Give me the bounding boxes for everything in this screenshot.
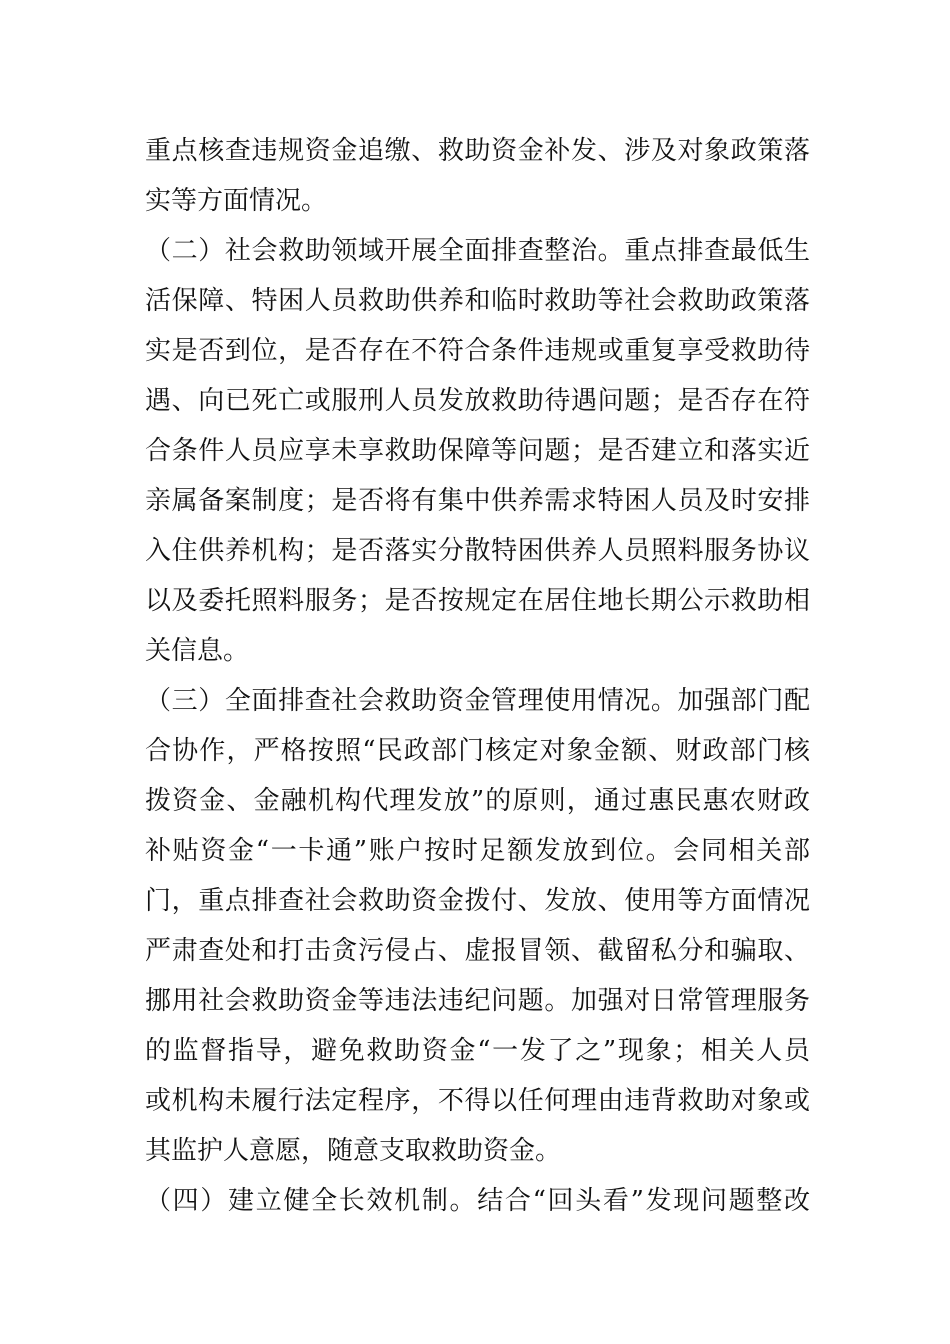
text-line-11: 关信息。: [145, 636, 250, 666]
text-line-1: 重点核查违规资金追缴、救助资金补发、涉及对象政策落: [145, 136, 810, 166]
text-line-10: 以及委托照料服务；是否按规定在居住地长期公示救助相: [145, 586, 810, 616]
text-line-15: 补贴资金“一卡通”账户按时足额发放到位。会同相关部: [145, 836, 810, 866]
text-line-16: 门，重点排查社会救助资金拨付、发放、使用等方面情况: [145, 886, 810, 916]
text-line-12: （三）全面排查社会救助资金管理使用情况。加强部门配: [145, 686, 810, 716]
text-line-14: 拨资金、金融机构代理发放”的原则，通过惠民惠农财政: [145, 786, 810, 816]
text-line-2: 实等方面情况。: [145, 186, 328, 216]
text-line-19: 的监督指导，避免救助资金“一发了之”现象；相关人员: [145, 1036, 810, 1066]
text-line-5: 实是否到位，是否存在不符合条件违规或重复享受救助待: [145, 336, 810, 366]
text-line-21: 其监护人意愿，随意支取救助资金。: [145, 1136, 562, 1166]
text-line-22: （四）建立健全长效机制。结合“回头看”发现问题整改: [145, 1186, 810, 1216]
text-line-8: 亲属备案制度；是否将有集中供养需求特困人员及时安排: [145, 486, 810, 516]
text-line-3: （二）社会救助领域开展全面排查整治。重点排查最低生: [145, 236, 810, 266]
text-line-7: 合条件人员应享未享救助保障等问题；是否建立和落实近: [145, 436, 810, 466]
text-line-17: 严肃查处和打击贪污侵占、虚报冒领、截留私分和骗取、: [145, 936, 810, 966]
text-line-20: 或机构未履行法定程序，不得以任何理由违背救助对象或: [145, 1086, 810, 1116]
text-line-6: 遇、向已死亡或服刑人员发放救助待遇问题；是否存在符: [145, 386, 810, 416]
text-line-18: 挪用社会救助资金等违法违纪问题。加强对日常管理服务: [145, 986, 810, 1016]
text-line-9: 入住供养机构；是否落实分散特困供养人员照料服务协议: [145, 536, 810, 566]
text-line-13: 合协作，严格按照“民政部门核定对象金额、财政部门核: [145, 736, 810, 766]
text-line-4: 活保障、特困人员救助供养和临时救助等社会救助政策落: [145, 286, 810, 316]
